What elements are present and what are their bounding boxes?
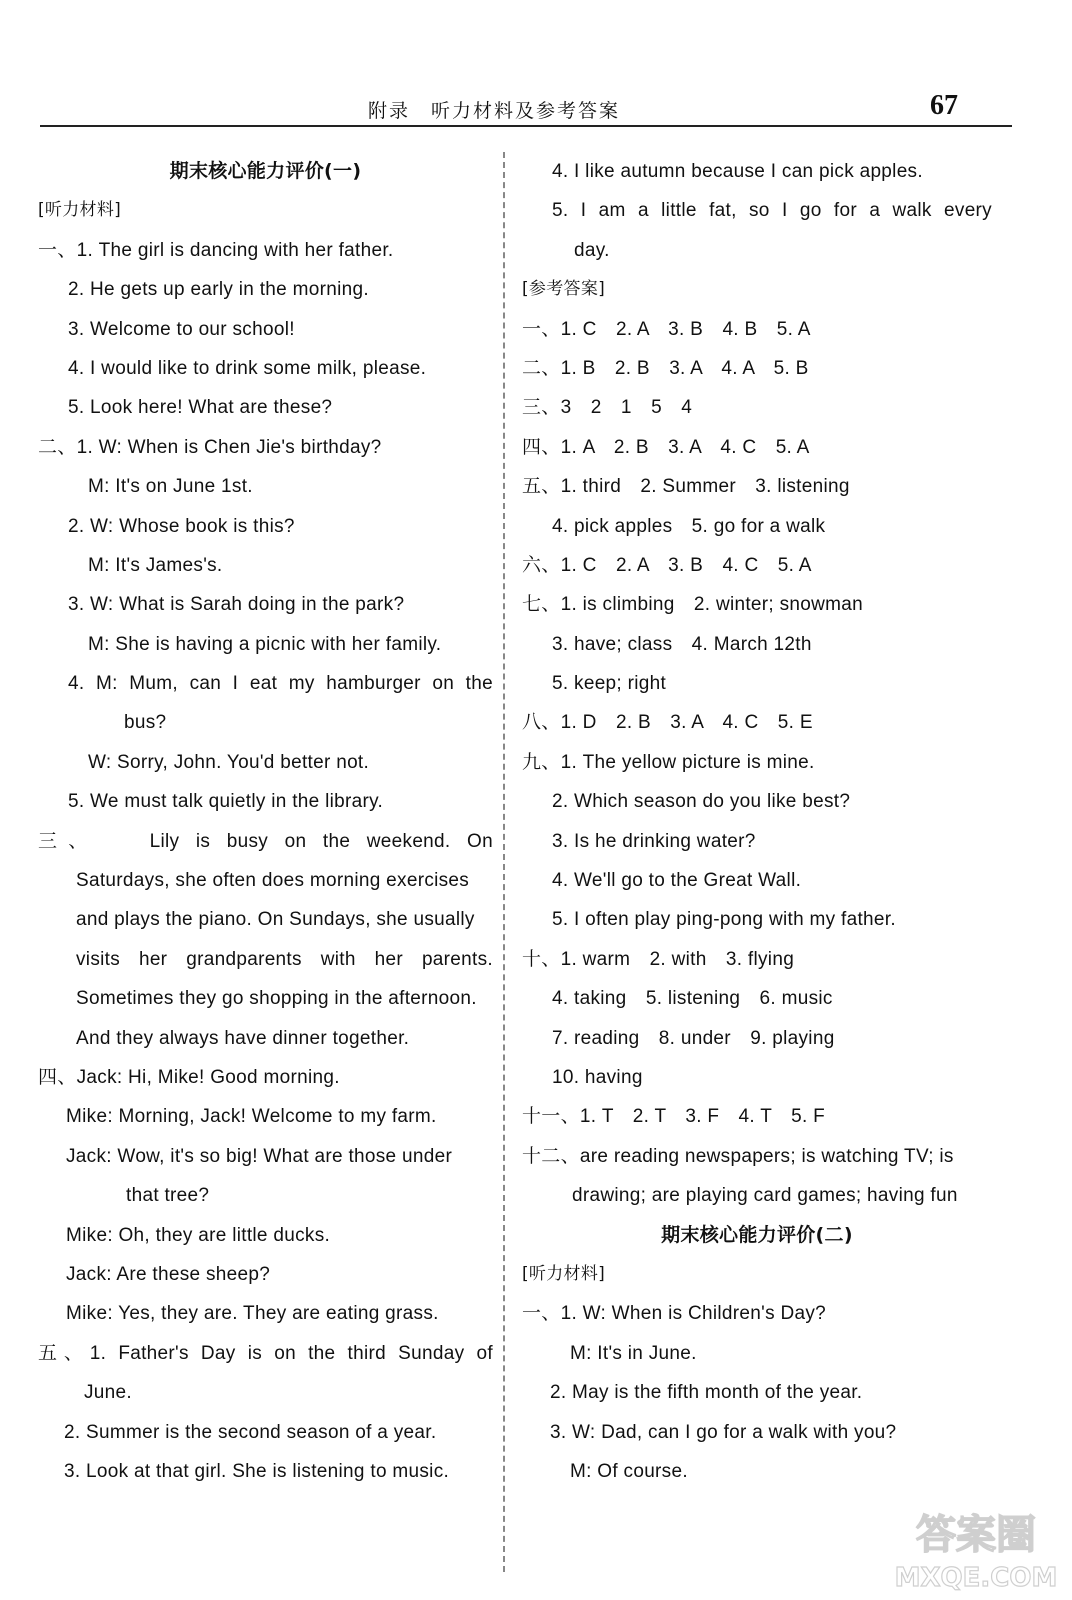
right-column-line: 5. I am a little fat, so I go for a walk every xyxy=(552,200,992,222)
left-column-line: Jack: Are these sheep? xyxy=(66,1263,271,1285)
right-column-line: day. xyxy=(574,239,610,261)
subsection-label: [参考答案] xyxy=(522,279,606,300)
left-column-line: 3. Welcome to our school! xyxy=(68,318,295,340)
right-column-line: M: Of course. xyxy=(570,1460,688,1482)
left-column-line: 3. Look at that girl. She is listening to music. xyxy=(64,1460,450,1482)
right-column-line: 八、1. D 2. B 3. A 4. C 5. E xyxy=(522,712,813,734)
left-column xyxy=(38,152,493,1491)
section-title: 期末核心能力评价(一) xyxy=(169,160,362,182)
left-column-line: 3. W: What is Sarah doing in the park? xyxy=(68,594,405,616)
subsection-label: [听力材料] xyxy=(38,200,122,221)
right-column-line: 二、1. B 2. B 3. A 4. A 5. B xyxy=(522,357,809,379)
left-column-line: visits her grandparents with her parents. xyxy=(76,948,493,970)
left-column-line: 一、1. The girl is dancing with her father. xyxy=(38,239,394,261)
left-column-line: and plays the piano. On Sundays, she usually xyxy=(76,909,475,931)
right-column-line: 2. May is the fifth month of the year. xyxy=(550,1382,863,1404)
right-column-line: 5. keep; right xyxy=(552,673,667,695)
right-column-line: 2. Which season do you like best? xyxy=(552,791,851,813)
header-section-title: 附录 听力材料及参考答案 xyxy=(368,100,621,122)
right-column-line: 3. W: Dad, can I go for a walk with you? xyxy=(550,1421,897,1443)
left-column-line: 2. W: Whose book is this? xyxy=(68,515,295,537)
left-column-line: 5. We must talk quietly in the library. xyxy=(68,791,384,813)
right-column-line: 十一、1. T 2. T 3. F 4. T 5. F xyxy=(522,1106,826,1128)
left-column-line: M: It's on June 1st. xyxy=(88,476,253,498)
left-column-line: 二、1. W: When is Chen Jie's birthday? xyxy=(38,436,382,458)
left-column-line: Jack: Wow, it's so big! What are those under xyxy=(66,1145,453,1167)
page-number: 67 xyxy=(930,90,958,121)
watermark-logo xyxy=(890,1500,1062,1592)
right-column-line: 10. having xyxy=(552,1066,643,1088)
left-column-line: 2. Summer is the second season of a year. xyxy=(64,1421,437,1443)
left-column-line: 5. Look here! What are these? xyxy=(68,397,333,419)
right-column-line: 4. We'll go to the Great Wall. xyxy=(552,870,802,892)
left-column-line: Sometimes they go shopping in the afternoon. xyxy=(76,988,477,1010)
left-column-line: M: It's James's. xyxy=(88,554,223,576)
left-column-line: 三、 Lily is busy on the weekend. On xyxy=(38,830,493,852)
left-column-line: Mike: Morning, Jack! Welcome to my farm. xyxy=(66,1106,437,1128)
left-column-line: June. xyxy=(84,1382,132,1404)
right-column-line: 五、1. third 2. Summer 3. listening xyxy=(522,476,850,498)
column-divider xyxy=(503,152,505,1572)
left-column-line: that tree? xyxy=(126,1185,210,1207)
right-column-line: 4. I like autumn because I can pick apples. xyxy=(552,161,923,182)
right-column-line: 一、1. W: When is Children's Day? xyxy=(522,1303,827,1325)
left-column-line: 2. He gets up early in the morning. xyxy=(68,279,369,301)
right-column-line: 4. pick apples 5. go for a walk xyxy=(552,515,826,537)
right-column-line: drawing; are playing card games; having fun xyxy=(572,1185,958,1207)
right-column-line: 三、3 2 1 5 4 xyxy=(522,397,693,419)
right-column-line: 七、1. is climbing 2. winter; snowman xyxy=(522,594,863,616)
right-column-line: 十二、are reading newspapers; is watching TV; is xyxy=(522,1145,954,1167)
right-column-line: 7. reading 8. under 9. playing xyxy=(552,1027,835,1049)
left-column-line: Mike: Oh, they are little ducks. xyxy=(66,1224,331,1246)
right-column-line: 一、1. C 2. A 3. B 4. B 5. A xyxy=(522,318,811,340)
right-column-line: 九、1. The yellow picture is mine. xyxy=(522,751,815,773)
left-column-line: W: Sorry, John. You'd better not. xyxy=(88,751,370,773)
subsection-label: [听力材料] xyxy=(522,1263,606,1284)
left-column-line: Mike: Yes, they are. They are eating grass. xyxy=(66,1303,439,1325)
right-column xyxy=(522,152,992,1491)
right-column-line: 5. I often play ping-pong with my father. xyxy=(552,909,896,931)
left-column-line: bus? xyxy=(124,712,167,734)
right-column-line: M: It's in June. xyxy=(570,1342,697,1364)
left-column-line: And they always have dinner together. xyxy=(76,1027,410,1049)
header-rule xyxy=(40,125,1012,127)
left-column-line: Saturdays, she often does morning exercises xyxy=(76,870,470,892)
right-column-line: 六、1. C 2. A 3. B 4. C 5. A xyxy=(522,554,812,576)
watermark-text-en: MXQE.COM xyxy=(894,1563,1058,1592)
left-column-line: 四、Jack: Hi, Mike! Good morning. xyxy=(38,1066,340,1088)
right-column-line: 四、1. A 2. B 3. A 4. C 5. A xyxy=(522,436,810,458)
left-column-line: 4. I would like to drink some milk, please. xyxy=(68,357,427,379)
right-column-line: 3. have; class 4. March 12th xyxy=(552,633,812,655)
right-column-line: 3. Is he drinking water? xyxy=(552,830,756,852)
left-column-line: M: She is having a picnic with her family. xyxy=(88,633,442,655)
right-column-line: 4. taking 5. listening 6. music xyxy=(552,988,833,1010)
left-column-line: 五、1. Father's Day is on the third Sunday of xyxy=(38,1342,493,1364)
section-title: 期末核心能力评价(二) xyxy=(661,1223,853,1246)
watermark-text-cn: 答案圈 xyxy=(916,1512,1036,1558)
right-column-line: 十、1. warm 2. with 3. flying xyxy=(522,948,795,970)
left-column-line: 4. M: Mum, can I eat my hamburger on the xyxy=(68,673,493,695)
